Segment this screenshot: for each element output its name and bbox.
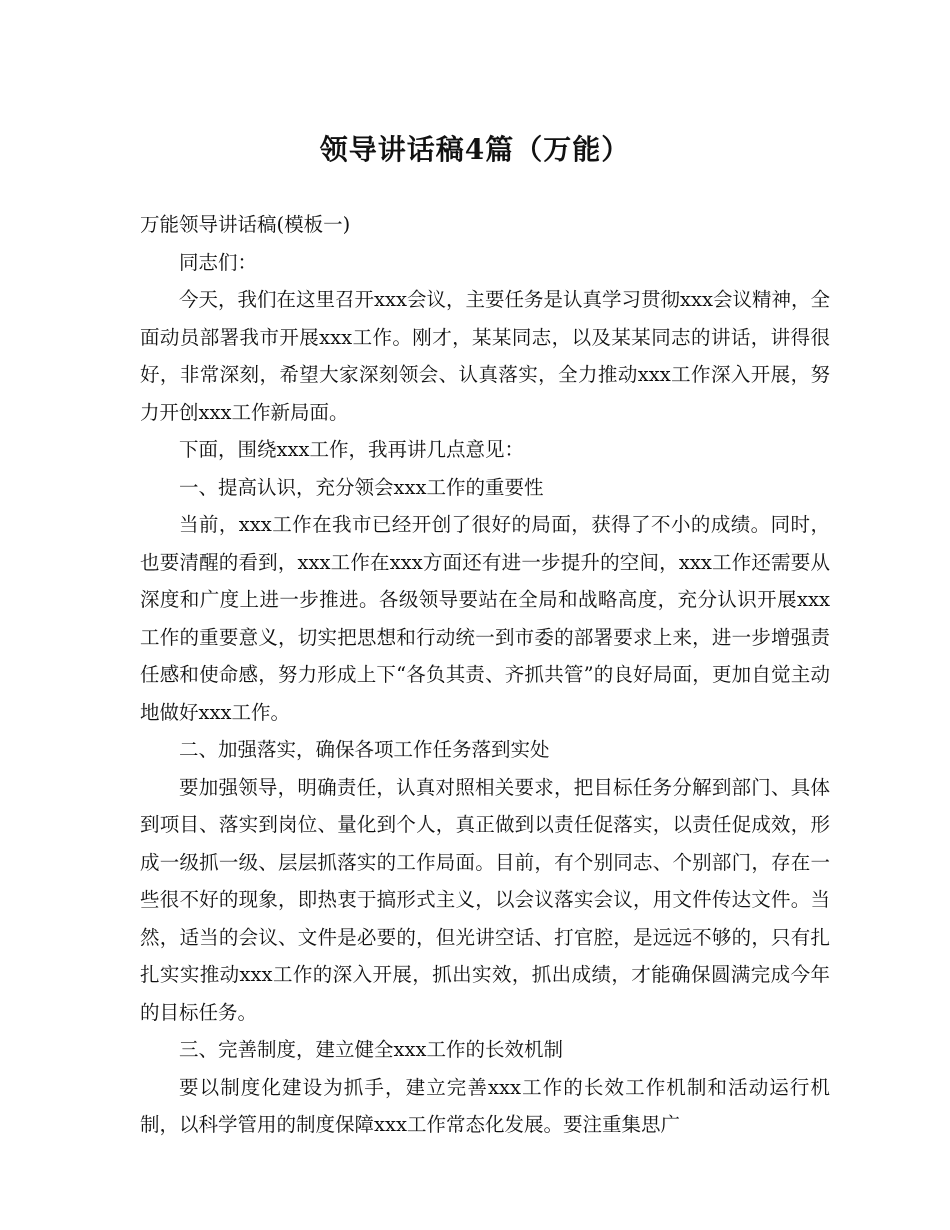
- salutation: 同志们：: [179, 250, 258, 274]
- body-paragraph: 要加强领导，明确责任，认真对照相关要求，把目标任务分解到部门、具体到项目、落实到岗位、量化到个人，真正做到以责任促落实，以责任促成效，形成一级抓一级、层层抓落实的工作局面。目前，有个别同志、个别部门，存在一些很不好的现象，即热衷于搞形式主义，以会议落实会议，用文件传达文件。当然，适当的会议、文件是必要的，但光讲空话、打官腔，是远远不够的，只有扎扎实实推动xxx工作的深入开展，抓出实效，抓出成绩，才能确保圆满完成今年的目标任务。: [140, 775, 830, 1024]
- body-paragraph: 要以制度化建设为抓手，建立完善xxx工作的长效工作机制和活动运行机制，以科学管用的制度保障xxx工作常态化发展。要注重集思广: [140, 1075, 830, 1136]
- section-heading: 三、完善制度，建立健全xxx工作的长效机制: [179, 1038, 563, 1061]
- section-heading: 一、提高认识，充分领会xxx工作的重要性: [179, 475, 544, 499]
- body-paragraph: 下面，围绕xxx工作，我再讲几点意见：: [179, 438, 524, 461]
- body-paragraph: 今天，我们在这里召开xxx会议，主要任务是认真学习贯彻xxx会议精神，全面动员部署我市开展xxx工作。刚才，某某同志，以及某某同志的讲话，讲得很好，非常深刻，希望大家深刻领会、认真落实，全力推动xxx工作深入开展，努力开创xxx工作新局面。: [140, 288, 830, 424]
- body-paragraph: 当前，xxx工作在我市已经开创了很好的局面，获得了不小的成绩。同时，也要清醒的看到，xxx工作在xxx方面还有进一步提升的空间，xxx工作还需要从深度和广度上进一步推进。各级领导要站在全局和战略高度，充分认识开展xxx工作的重要意义，切实把思想和行动统一到市委的部署要求上来，进一步增强责任感和使命感，努力形成上下“各负其责、齐抓共管”的良好局面，更加自觉主动地做好xxx工作。: [140, 513, 830, 724]
- document-body: [140, 206, 830, 1144]
- document-title: 领导讲话稿4篇（万能）: [319, 133, 631, 166]
- document-subtitle: 万能领导讲话稿(模板一): [140, 213, 351, 236]
- section-heading: 二、加强落实，确保各项工作任务落到实处: [179, 738, 550, 761]
